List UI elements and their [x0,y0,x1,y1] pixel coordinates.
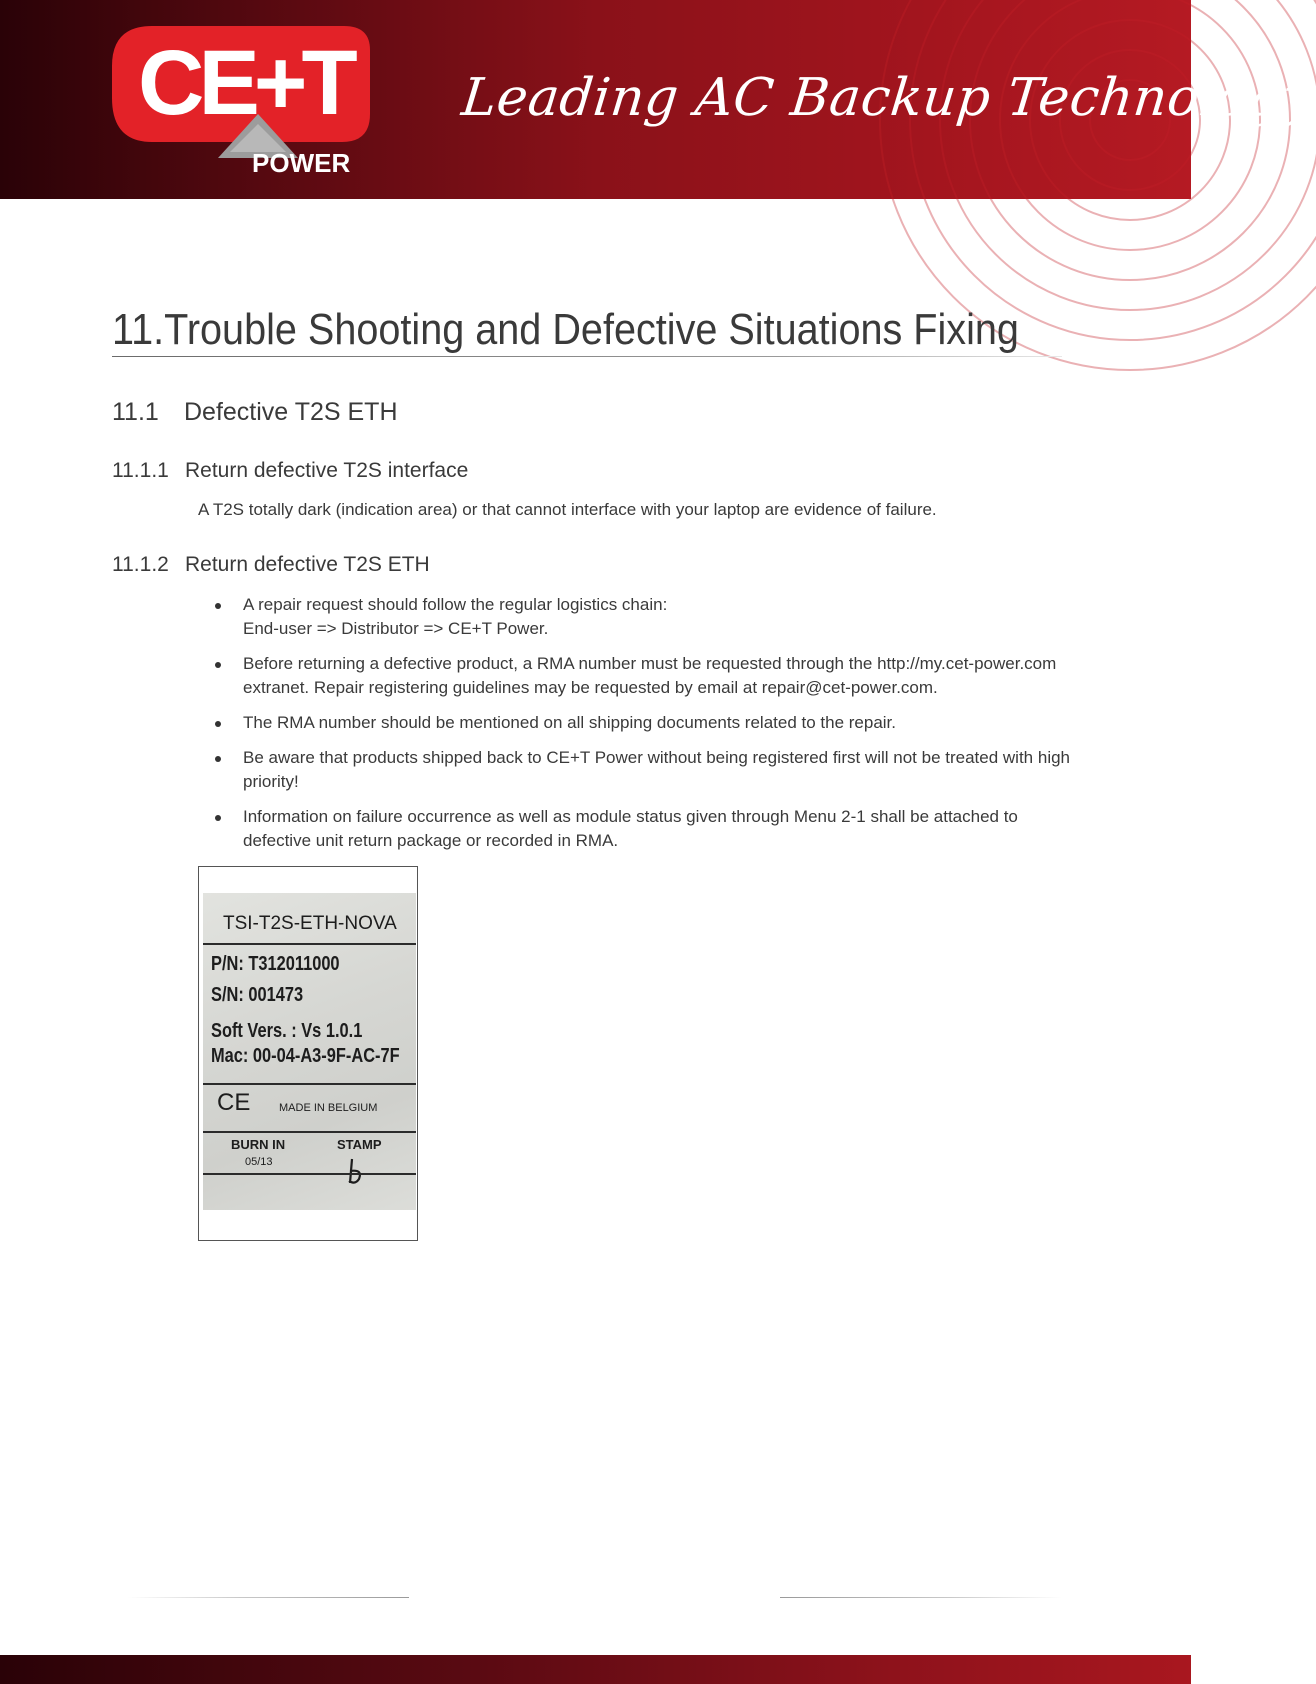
label-serial-number: S/N: 001473 [211,984,304,1006]
item-number-2: 11.1.2 [112,553,169,576]
label-mac: Mac: 00-04-A3-9F-AC-7F [211,1045,400,1067]
bullet-line: Information on failure occurrence as well as module status given through Menu 2-1 shall be attached to [243,807,1018,826]
bullet-item [215,593,1075,641]
ce-mark: CE [217,1089,251,1116]
label-divider [203,1173,416,1175]
label-part-number: P/N: T312011000 [211,953,340,975]
bullet-dot-icon [215,662,221,668]
header-banner [0,0,1316,199]
bullet-dot-icon [215,756,221,762]
item-number-1: 11.1.1 [112,459,169,482]
bullet-dot-icon [215,815,221,821]
item-heading-1 [112,456,468,486]
bullet-list [215,593,1075,864]
subsection-title: Defective T2S ETH [184,398,398,426]
label-divider [203,943,416,945]
bullet-dot-icon [215,721,221,727]
logo-text: CE+T [138,32,352,134]
bullet-line: The RMA number should be mentioned on all shipping documents related to the repair. [243,713,897,732]
bullet-line: defective unit return package or recorded in RMA. [243,831,619,850]
item-title-1: Return defective T2S interface [185,459,469,482]
label-burn-in: BURN IN [231,1137,286,1152]
logo-subtext: POWER [252,148,351,178]
title-underline [112,356,1062,357]
subsection-heading [112,395,398,429]
item-paragraph-1: A T2S totally dark (indication area) or that cannot interface with your laptop are evidence of failure. [198,500,937,519]
bullet-line: extranet. Repair registering guidelines may be requested by email at repair@cet-power.com. [243,678,938,697]
bullet-line: priority! [243,772,299,791]
bullet-line: Be aware that products shipped back to CE+T Power without being registered first will not be treated with high [243,748,1070,767]
footer-rule-right [780,1597,1062,1598]
bullet-item [215,652,1075,700]
bullet-line: A repair request should follow the regular logistics chain: [243,595,668,614]
label-burn-in-date: 05/13 [245,1156,273,1168]
label-model: TSI-T2S-ETH-NOVA [223,913,397,934]
bullet-line: End-user => Distributor => CE+T Power. [243,619,549,638]
label-divider [203,1083,416,1085]
company-logo [112,26,376,178]
label-origin: MADE IN BELGIUM [279,1102,378,1114]
footer-rule-left [128,1597,409,1598]
bullet-line: Before returning a defective product, a RMA number must be requested through the http://my.cet-power.com [243,654,1057,673]
label-stamp: STAMP [337,1137,382,1152]
label-divider [203,1131,416,1133]
footer-band [0,1655,1191,1684]
bullet-dot-icon [215,603,221,609]
item-title-2: Return defective T2S ETH [185,553,430,576]
bullet-item [215,805,1075,853]
label-software-version: Soft Vers. : Vs 1.0.1 [211,1020,363,1042]
product-label-photo [198,866,418,1241]
section-title: 11.Trouble Shooting and Defective Situations Fixing [112,305,1019,354]
bullet-item [215,711,1075,735]
bullet-item [215,746,1075,794]
item-heading-2 [112,550,430,580]
tagline: Leading AC Backup Technology [458,68,1316,128]
product-label [203,893,416,1210]
subsection-number: 11.1 [112,398,159,426]
